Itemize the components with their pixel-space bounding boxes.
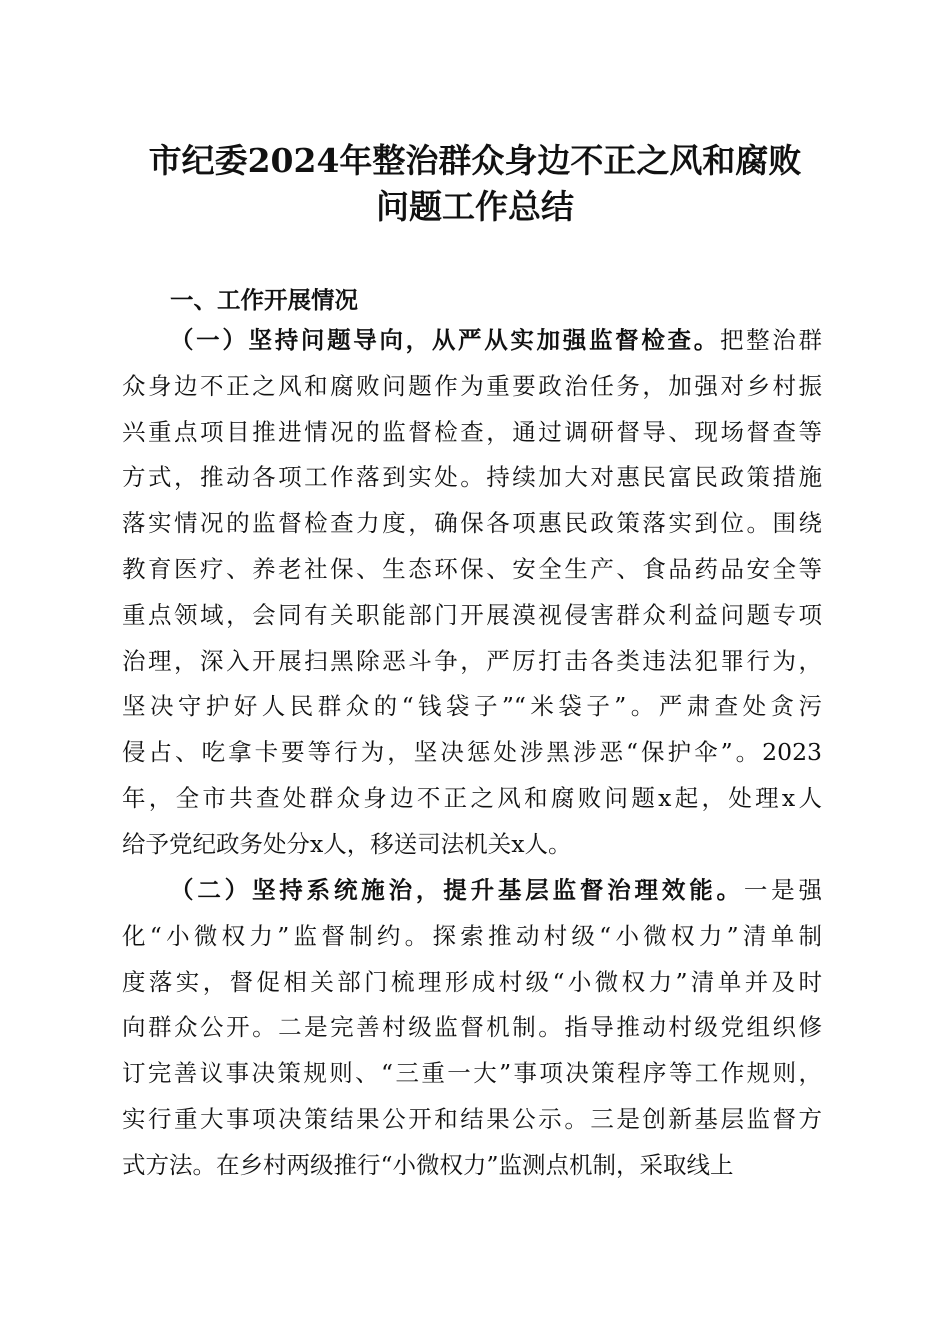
- paragraph-2-line: 式方法。在乡村两级推行“小微权力”监测点机制，采取线上: [122, 1150, 734, 1179]
- paragraph-1: [122, 318, 822, 868]
- paragraph-1-line: 方式，推动各项工作落到实处。持续加大对惠民富民政策措施: [122, 463, 822, 492]
- paragraph-1-line: （一）坚持问题导向，从严从实加强监督检查。把整治群: [170, 326, 822, 354]
- paragraph-2-line: 订完善议事决策规则、“三重一大”事项决策程序等工作规则，: [122, 1059, 822, 1088]
- section-heading-1: 一、工作开展情况: [170, 286, 358, 314]
- paragraph-2-lead: （二）坚持系统施治，提升基层监督治理效能。: [170, 876, 744, 904]
- title-line-1: 市纪委2024年整治群众身边不正之风和腐败: [148, 141, 802, 180]
- title-line-2: 问题工作总结: [376, 187, 574, 226]
- paragraph-2-line: （二）坚持系统施治，提升基层监督治理效能。一是强: [170, 876, 823, 904]
- paragraph-1-line: 兴重点项目推进情况的监督检查，通过调研督导、现场督查等: [122, 417, 822, 446]
- paragraph-1-line: 侵占、吃拿卡要等行为，坚决惩处涉黑涉恶“保护伞”。2023: [122, 738, 822, 767]
- paragraph-2-line: 化“小微权力”监督制约。探索推动村级“小微权力”清单制: [122, 921, 822, 950]
- paragraph-1-line: 众身边不正之风和腐败问题作为重要政治任务，加强对乡村振: [122, 371, 822, 400]
- paragraph-1-lead: （一）坚持问题导向，从严从实加强监督检查。: [170, 326, 720, 354]
- paragraph-1-line: 重点领域，会同有关职能部门开展漠视侵害群众利益问题专项: [122, 600, 822, 629]
- paragraph-1-line: 治理，深入开展扫黑除恶斗争，严厉打击各类违法犯罪行为，: [122, 646, 822, 675]
- document-title: [100, 138, 850, 230]
- paragraph-1-line: 落实情况的监督检查力度，确保各项惠民政策落实到位。围绕: [122, 509, 822, 538]
- paragraph-1-line: 教育医疗、养老社保、生态环保、安全生产、食品药品安全等: [122, 554, 822, 583]
- paragraph-2-line: 度落实，督促相关部门梳理形成村级“小微权力”清单并及时: [122, 967, 822, 996]
- paragraph-1-line: 年，全市共查处群众身边不正之风和腐败问题x起，处理x人: [122, 783, 822, 812]
- paragraph-2: [122, 868, 822, 1189]
- paragraph-1-line: 坚决守护好人民群众的“钱袋子”“米袋子”。严肃查处贪污: [122, 692, 822, 721]
- paragraph-1-line: 给予党纪政务处分x人，移送司法机关x人。: [122, 829, 572, 858]
- paragraph-2-line: 向群众公开。二是完善村级监督机制。指导推动村级党组织修: [122, 1013, 822, 1042]
- paragraph-2-line: 实行重大事项决策结果公开和结果公示。三是创新基层监督方: [122, 1104, 822, 1133]
